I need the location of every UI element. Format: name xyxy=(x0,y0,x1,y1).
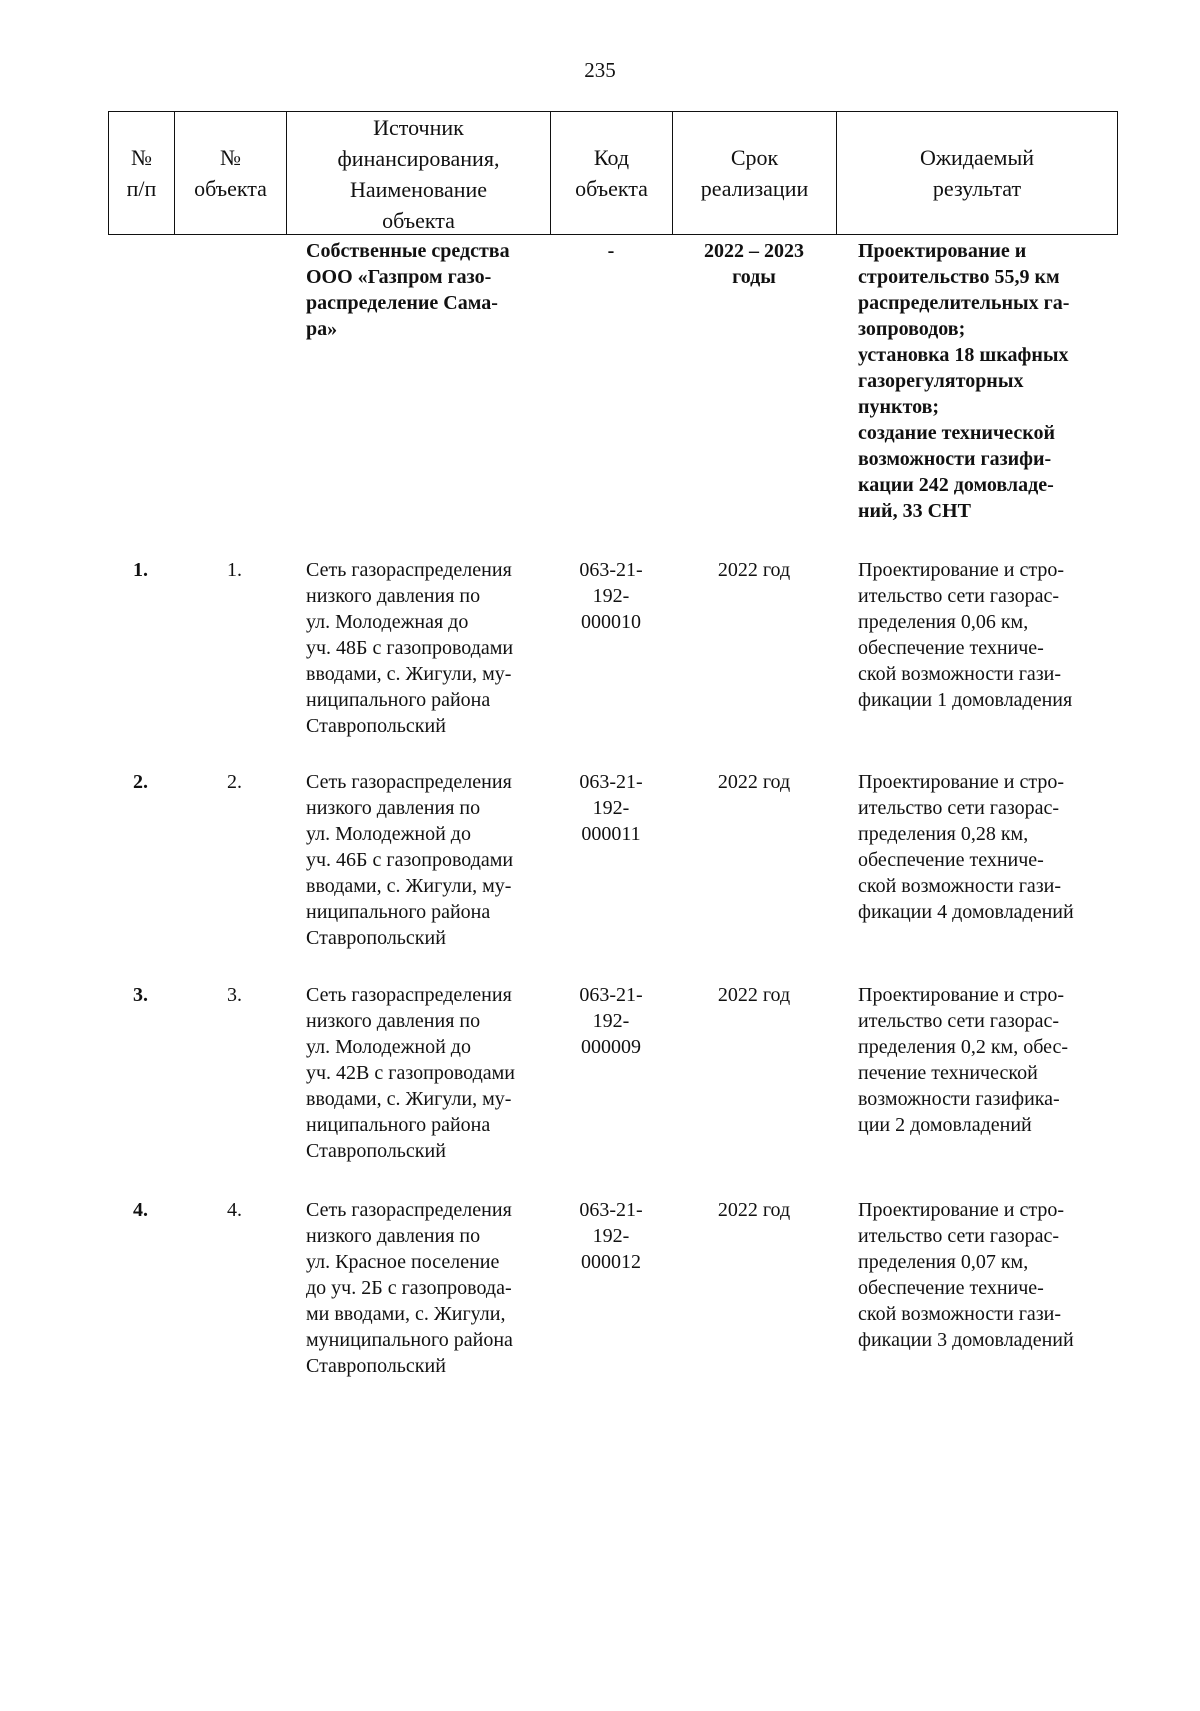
object-number: 2. xyxy=(227,771,242,793)
summary-result: Проектирование и строительство 55,9 км распределительных га- зопроводов; установка 18 шкафных газорегуляторных пунктов; создание технической возможности газифи- кации 242 домовладе- ний, 33 СНТ xyxy=(858,240,1070,522)
column-header-object-number: № объекта xyxy=(175,112,287,234)
object-period: 2022 год xyxy=(717,1199,791,1221)
summary-period: 2022 – 2023 годы xyxy=(704,240,804,288)
column-header-source-name: Источник финансирования, Наименование объекта xyxy=(287,112,551,234)
row-number: 2. xyxy=(133,771,148,793)
object-code: 063-21- 192- 000012 xyxy=(579,1199,643,1273)
table-header xyxy=(108,111,1118,235)
object-name: Сеть газораспределения низкого давления по ул. Молодежная до уч. 48Б с газопроводами вводами, с. Жигули, му- ниципального района Ставропольский xyxy=(306,559,514,737)
object-result: Проектирование и стро- ительство сети газорас- пределения 0,2 км, обес- печение технической возможности газифика- ции 2 домовладений xyxy=(858,984,1069,1136)
object-period: 2022 год xyxy=(717,559,791,581)
object-code: 063-21- 192- 000010 xyxy=(579,559,643,633)
column-header-expected-result: Ожидаемый результат xyxy=(919,145,1035,201)
object-number: 4. xyxy=(227,1199,242,1221)
column-header-period: Срок реализации xyxy=(673,112,837,234)
object-result: Проектирование и стро- ительство сети газорас- пределения 0,07 км, обеспечение техниче- ской возможности гази- фикации 3 домовладений xyxy=(858,1199,1074,1351)
object-name: Сеть газораспределения низкого давления по ул. Молодежной до уч. 42В с газопроводами вводами, с. Жигули, му- ниципального района Ставропольский xyxy=(306,984,515,1162)
object-period: 2022 год xyxy=(717,771,791,793)
object-name: Сеть газораспределения низкого давления по ул. Молодежной до уч. 46Б с газопроводами вводами, с. Жигули, му- ниципального района Ставропольский xyxy=(306,771,514,949)
object-number: 1. xyxy=(227,559,242,581)
column-header-row-number: № п/п xyxy=(109,112,175,234)
object-result: Проектирование и стро- ительство сети газорас- пределения 0,06 км, обеспечение техниче- ской возможности гази- фикации 1 домовладения xyxy=(858,559,1073,711)
object-period: 2022 год xyxy=(717,984,791,1006)
object-name: Сеть газораспределения низкого давления по ул. Красное поселение до уч. 2Б с газопровода- ми вводами, с. Жигули, муниципального района Ставропольский xyxy=(306,1199,513,1377)
object-result: Проектирование и стро- ительство сети газорас- пределения 0,28 км, обеспечение техниче- ской возможности гази- фикации 4 домовладений xyxy=(858,771,1074,923)
row-number: 1. xyxy=(133,559,148,581)
object-code: 063-21- 192- 000009 xyxy=(579,984,643,1058)
row-number: 4. xyxy=(133,1199,148,1221)
column-header-object-code: Код объекта xyxy=(551,112,673,234)
summary-code: - xyxy=(607,240,615,262)
object-number: 3. xyxy=(227,984,242,1006)
row-number: 3. xyxy=(133,984,148,1006)
object-code: 063-21- 192- 000011 xyxy=(579,771,643,845)
page-number: 235 xyxy=(584,58,616,82)
summary-source: Собственные средства ООО «Газпром газо- распределение Сама- ра» xyxy=(306,240,510,340)
